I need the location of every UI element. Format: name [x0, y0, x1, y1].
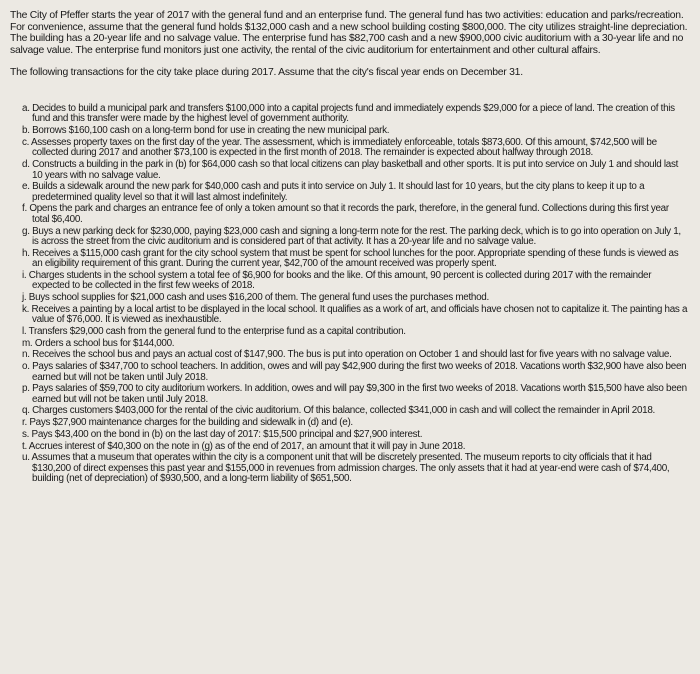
transaction-label: a.	[22, 102, 30, 114]
transaction-item	[22, 138, 688, 159]
transaction-label: i.	[22, 269, 27, 281]
transaction-label: j.	[22, 292, 27, 304]
transaction-label: c.	[22, 136, 30, 148]
transaction-list	[10, 104, 688, 485]
transaction-text: Pays $27,900 maintenance charges for the building and sidewalk in (d) and (e).	[29, 417, 353, 429]
transaction-text: Opens the park and charges an entrance fee of only a token amount so that it records the park, therefore, in the general fund. Collections during this first year total $6,400.	[29, 203, 669, 225]
transaction-text: Orders a school bus for $144,000.	[34, 337, 175, 349]
transaction-text: Receives a painting by a local artist to be displayed in the local school. It qualifies as a work of art, and officials have chosen not to capitalize it. The painting has a value of $76,000. It is viewed as inexhaustible.	[31, 303, 688, 326]
transaction-item	[22, 453, 688, 485]
transaction-item	[22, 182, 688, 203]
transaction-label: p.	[22, 383, 30, 395]
transaction-text: Assumes that a museum that operates within the city is a component unit that will be discretely presented. The museum reports to city officials that it had $130,200 of direct expenses this past year and $155,000 in revenues from admission charges. The only assets that it had at year-end were cash of $74,400, building (net of depreciation) of $930,500, and a long-term liability of $651,500.	[31, 452, 670, 485]
transaction-text: Pays salaries of $59,700 to city auditorium workers. In addition, owes and will pay $9,300 in the first two weeks of 2018. Vacations worth $15,500 have also been earned but will not be taken until July 2018.	[32, 383, 687, 405]
transaction-item	[22, 126, 688, 137]
transaction-item	[22, 339, 688, 350]
transaction-text: Decides to build a municipal park and transfers $100,000 into a capital projects fund and immediately expends $29,000 for a piece of land. The creation of this fund and this transfer were made by the highest level of government authority.	[32, 102, 675, 125]
transaction-item	[22, 271, 688, 292]
transaction-item	[22, 327, 688, 338]
transaction-label: q.	[22, 405, 30, 417]
transaction-label: n.	[22, 349, 30, 361]
transaction-item	[22, 104, 688, 125]
transaction-label: h.	[22, 247, 30, 259]
transaction-text: Assesses property taxes on the first day of the year. The assessment, which is immediately enforceable, totals $873,600. Of this amount, $742,500 will be collected during 2017 and another $73,100 is expected in the first month of 2018. The remainder is expected about halfway through 2018.	[31, 136, 657, 159]
transaction-text: Pays salaries of $347,700 to school teachers. In addition, owes and will pay $42,900 during the first two weeks of 2018. Vacations worth $32,900 have also been earned but will not be taken until July 2018.	[32, 361, 687, 383]
transaction-label: e.	[22, 181, 30, 193]
transaction-label: u.	[22, 452, 30, 464]
transaction-text: Buys a new parking deck for $230,000, paying $23,000 cash and signing a long-term note for the rest. The parking deck, which is to go into operation on July 1, is across the street from the civic auditorium and is considered part of that activity. It has a 20-year life and no salvage value.	[32, 225, 681, 248]
transaction-item	[22, 362, 688, 383]
transaction-item	[22, 305, 688, 326]
transaction-label: s.	[22, 428, 30, 440]
transaction-item	[22, 442, 688, 453]
transaction-text: Receives a $115,000 cash grant for the city school system that must be spent for school lunches for the poor. Appropriate spending of these funds is viewed as an eligibility requirement of this grant. During the current year, $42,700 of the amount received was properly spent.	[32, 247, 679, 270]
transaction-text: Transfers $29,000 cash from the general fund to the enterprise fund as a capital contribution.	[28, 326, 406, 338]
transaction-item	[22, 406, 688, 417]
transaction-item	[22, 249, 688, 270]
problem-intro: The City of Pfeffer starts the year of 2017 with the general fund and an enterprise fund. The general fund has two activities: education and parks/recreation. For convenience, assume that the general fund holds $132,000 cash and a new school building costing $800,000. The city utilizes straight-line depreciation. The building has a 20-year life and no salvage value. The enterprise fund has $82,700 cash and a new $900,000 civic auditorium with a 30-year life and no salvage value. The enterprise fund monitors just one activity, the rental of the civic auditorium for entertainment and other cultural affairs.	[10, 10, 688, 56]
transaction-item	[22, 430, 688, 441]
transaction-item	[22, 227, 688, 248]
transaction-text: Charges customers $403,000 for the rental of the civic auditorium. Of this balance, collected $341,000 in cash and will collect the remainder in April 2018.	[32, 405, 655, 417]
transaction-text: Receives the school bus and pays an actual cost of $147,900. The bus is put into operation on October 1 and should last for five years with no salvage value.	[32, 349, 672, 361]
transaction-label: r.	[22, 417, 27, 429]
transaction-item	[22, 204, 688, 225]
transaction-label: g.	[22, 225, 30, 237]
transaction-text: Buys school supplies for $21,000 cash and uses $16,200 of them. The general fund uses the purchases method.	[28, 292, 489, 304]
transactions-lead: The following transactions for the city take place during 2017. Assume that the city's fiscal year ends on December 31.	[10, 67, 523, 79]
transaction-label: o.	[22, 361, 30, 373]
transaction-label: f.	[22, 203, 27, 215]
transaction-text: Pays $43,400 on the bond in (b) on the last day of 2017: $15,500 principal and $27,900 interest.	[31, 428, 423, 440]
transaction-label: k.	[22, 303, 30, 315]
transaction-label: t.	[22, 440, 27, 452]
transaction-item	[22, 160, 688, 181]
transaction-text: Borrows $160,100 cash on a long-term bond for use in creating the new municipal park.	[32, 125, 390, 137]
transaction-label: b.	[22, 125, 30, 137]
transaction-text: Charges students in the school system a total fee of $6,900 for books and the like. Of this amount, 90 percent is collected during 2017 with the remainder expected to be collected in the first few weeks of 2018.	[28, 269, 652, 292]
transaction-item	[22, 418, 688, 429]
transaction-text: Accrues interest of $40,300 on the note in (g) as of the end of 2017, an amount that it will pay in June 2018.	[28, 440, 466, 452]
transaction-label: m.	[22, 337, 33, 349]
transaction-item	[22, 350, 688, 361]
transaction-text: Constructs a building in the park in (b) for $64,000 cash so that local citizens can play basketball and other sports. It is put into service on July 1 and should last 10 years with no salvage value.	[32, 159, 679, 181]
transaction-item	[22, 384, 688, 405]
transaction-item	[22, 293, 688, 304]
transaction-text: Builds a sidewalk around the new park for $40,000 cash and puts it into service on July 1. It should last for 10 years, but the city plans to keep it up to a predetermined quality level so that it will last almost indefinitely.	[32, 181, 645, 203]
transaction-label: d.	[22, 159, 30, 171]
transaction-label: l.	[22, 326, 27, 338]
